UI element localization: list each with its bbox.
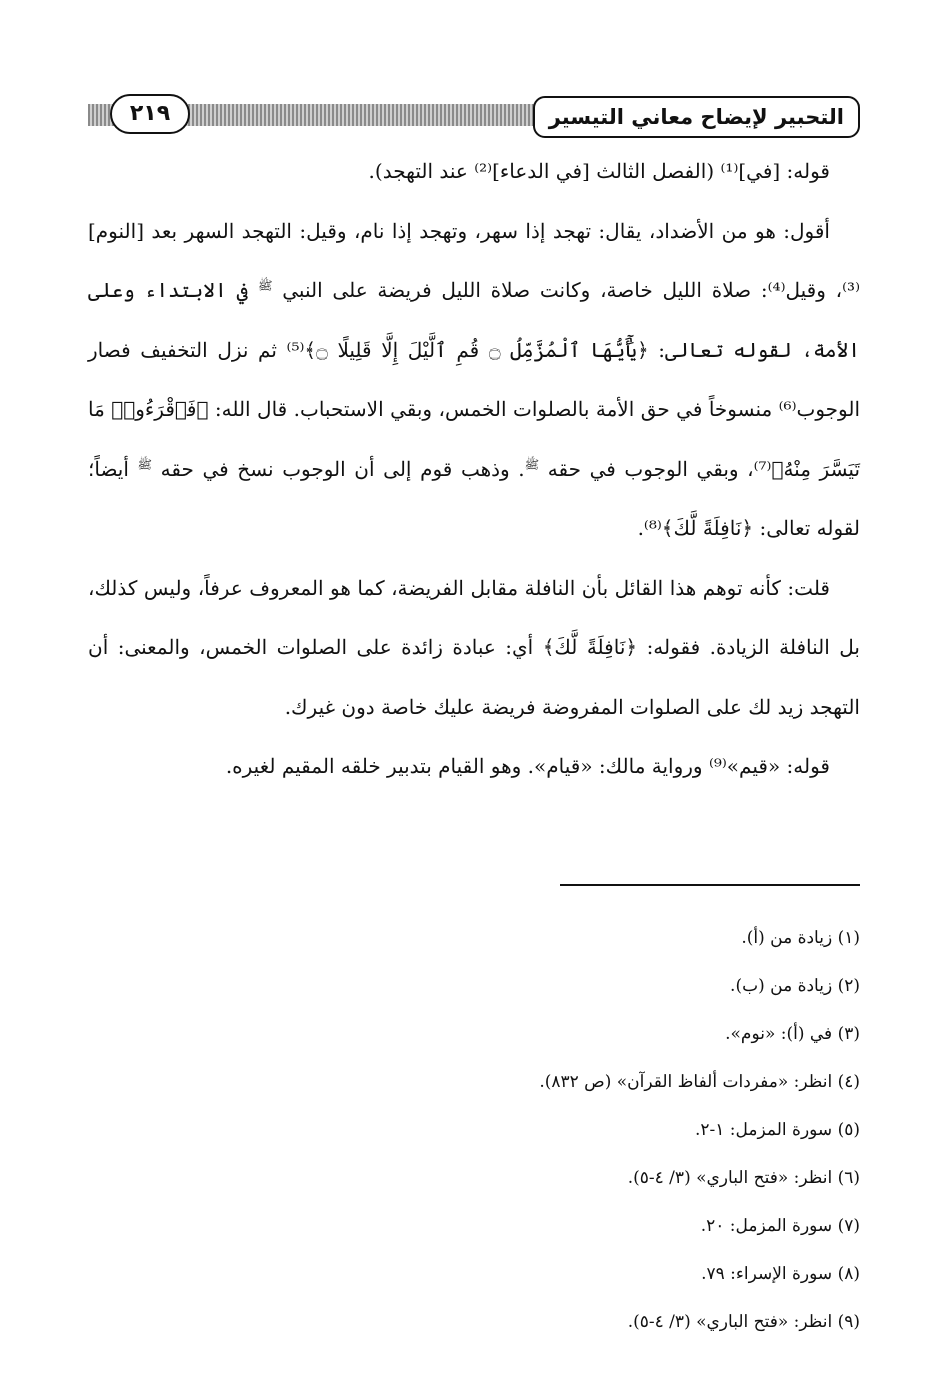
paragraph-1: قوله: [في]⁽¹⁾ (الفصل الثالث [في الدعاء]⁽²⁾ عند التهجد). <box>368 159 830 183</box>
main-text <box>88 142 860 797</box>
footnote-5: (٥) سورة المزمل: ١-٢. <box>694 1120 860 1140</box>
paragraph-2-part-d: أيضاً؛ لقوله تعالى: ﴿نَافِلَةً لَّكَ﴾⁽⁸⁾. <box>88 456 860 540</box>
footnote-9: (٩) انظر: «فتح الباري» (٣/ ٤-٥). <box>627 1312 860 1332</box>
footnote-divider <box>560 884 860 886</box>
footnote-4: (٤) انظر: «مفردات ألفاظ القرآن» (ص ٨٣٢). <box>539 1072 860 1092</box>
footnote-3: (٣) في (أ): «نوم». <box>725 1024 860 1044</box>
paragraph-3: قلت: كأنه توهم هذا القائل بأن النافلة مقابل الفريضة، كما هو المعروف عرفاً، وليس كذلك، بل النافلة الزيادة. فقوله: ﴿نَافِلَةً لَّكَ﴾ أي: عبادة زائدة على الصلوات الخمس، والمعنى: أن التهجد زيد لك على الصلوات المفروضة فريضة عليك خاصة دون غيرك. <box>88 575 860 719</box>
paragraph-2 <box>88 202 860 559</box>
footnotes <box>88 914 860 1346</box>
footnote-2: (٢) زيادة من (ب). <box>730 976 860 996</box>
paragraph-2-part-a: أقول: هو من الأضداد، يقال: تهجد إذا سهر، وتهجد إذا نام، وقيل: التهجد السهر بعد [النوم]⁽³⁾، وقيل⁽⁴⁾: صلاة الليل خاصة، وكانت صلاة الليل فريضة على النبي <box>88 218 860 302</box>
paragraph-4: قوله: «قيم»⁽⁹⁾ ورواية مالك: «قيام». وهو القيام بتدبير خلقه المقيم لغيره. <box>225 754 830 778</box>
running-header <box>88 94 860 140</box>
page-number: ٢١٩ <box>110 94 190 134</box>
footnote-1: (١) زيادة من (أ). <box>741 928 860 948</box>
footnote-6: (٦) انظر: «فتح الباري» (٣/ ٤-٥). <box>627 1168 860 1188</box>
salawat-symbol: ﷺ <box>524 456 540 471</box>
book-title: التحبير لإيضاح معاني التيسير <box>533 96 860 138</box>
paragraph-2-part-b: في الابتداء وعلى الأمة، لقوله تعالى: ﴿يَٰٓأَيُّهَا ٱلْمُزَّمِّلُ ۝ قُمِ ٱلَّيْلَ إِلَّا قَلِيلًا ۝﴾⁽⁵⁾ ثم نزل التخفيف فصار الوجوب⁽⁶⁾ منسوخاً في حق الأمة بالصلوات الخمس، وبقي الاستحباب. قال الله: ﴿فَٱقْرَءُوا۟ مَا تَيَسَّرَ مِنْهُ﴾⁽⁷⁾، وبقي الوجوب في حقه <box>88 278 861 481</box>
salawat-symbol: ﷺ <box>257 278 273 293</box>
salawat-symbol: ﷺ <box>137 456 153 471</box>
footnote-8: (٨) سورة الإسراء: ٧٩. <box>701 1264 860 1284</box>
paragraph-2-part-c: . وذهب قوم إلى أن الوجوب نسخ في حقه <box>160 456 525 481</box>
footnote-7: (٧) سورة المزمل: ٢٠. <box>700 1216 860 1236</box>
